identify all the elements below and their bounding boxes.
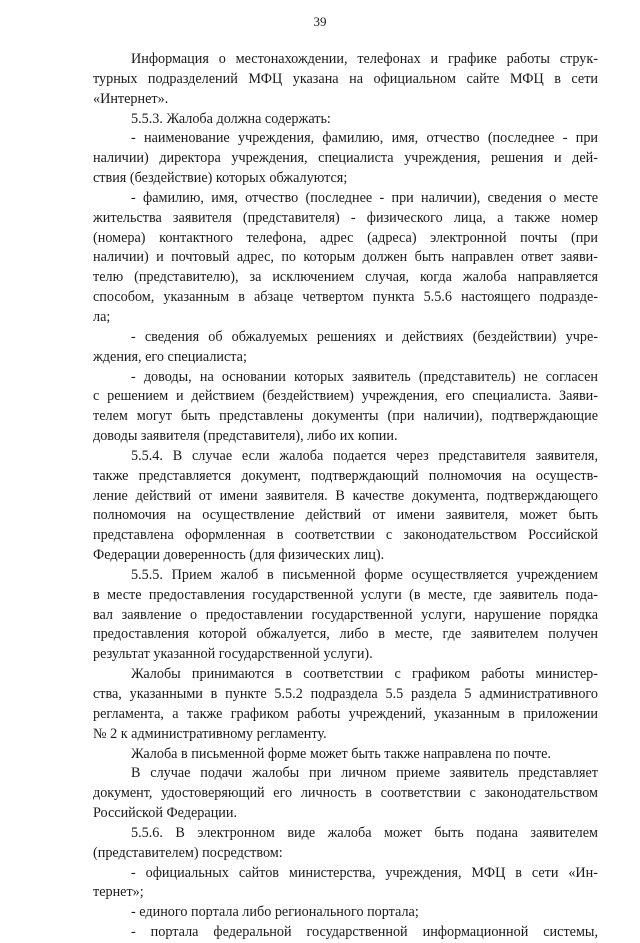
text-line: 5.5.5. Прием жалоб в письменной форме осуществляется учреждением [131, 566, 598, 583]
text-line: телю (представителю), за исключением случая, когда жалоба направляется [93, 269, 598, 286]
text-line: телем могут быть представлены документы (при наличии), подтверждающие [93, 408, 598, 425]
text-line: № 2 к административному регламенту. [93, 725, 327, 742]
text-line: жительства заявителя (представителя) - физического лица, а также номер [93, 209, 598, 226]
text-line: в месте предоставления государственной услуги (в месте, где заявитель пода- [93, 586, 598, 603]
text-line: наличии) директора учреждения, специалиста учреждения, решения и дей- [93, 150, 598, 167]
text-line: - сведения об обжалуемых решениях и действиях (бездействии) учре- [131, 328, 598, 345]
text-line: Жалобы принимаются в соответствии с графиком работы министер- [131, 666, 598, 683]
text-line: Жалоба в письменной форме может быть также направлена по почте. [131, 745, 552, 762]
text-line: турных подразделений МФЦ указана на официальном сайте МФЦ в сети [93, 70, 598, 87]
text-line: ждения, его специалиста; [93, 348, 247, 365]
text-line: - фамилию, имя, отчество (последнее - при наличии), сведения о месте [131, 189, 598, 206]
text-line: - официальных сайтов министерства, учреждения, МФЦ в сети «Ин- [131, 864, 598, 881]
text-line: ла; [93, 308, 111, 325]
text-line: - единого портала либо регионального портала; [131, 904, 419, 921]
text-line: тернет»; [93, 884, 144, 901]
text-line: 5.5.3. Жалоба должна содержать: [131, 110, 331, 127]
text-line: способом, указанным в абзаце четвертом пункта 5.5.6 настоящего подразде- [93, 289, 598, 306]
text-line: ление действий от имени заявителя. В качестве документа, подтверждающего [93, 487, 598, 504]
text-line: доводы заявителя (представителя), либо их копии. [93, 428, 398, 445]
text-line: 5.5.4. В случае если жалоба подается через представителя заявителя, [131, 447, 598, 464]
document-body [93, 50, 598, 943]
text-line: предоставления которой обжалуется, либо в месте, где заявителем получен [93, 626, 598, 643]
text-line: - наименование учреждения, фамилию, имя, отчество (последнее - при [131, 130, 598, 147]
text-line: вал заявление о предоставлении государственной услуги, нарушение порядка [93, 606, 598, 623]
text-line: 5.5.6. В электронном виде жалоба может быть подана заявителем [131, 824, 598, 841]
text-line: - портала федеральной государственной информационной системы, [131, 924, 598, 941]
text-line: также представляется документ, подтверждающий полномочия на осуществ- [93, 467, 598, 484]
text-line: «Интернет». [93, 90, 169, 107]
text-line: результат указанной государственной услуги). [93, 646, 373, 663]
text-line: наличии) и почтовый адрес, по которым должен быть направлен ответ заяви- [93, 249, 598, 266]
text-line: с решением и действием (бездействием) учреждения, его специалиста. Заяви- [93, 388, 598, 405]
text-line: (номера) контактного телефона, адрес (адреса) электронной почты (при [93, 229, 598, 246]
text-line: документ, удостоверяющий его личность в соответствии с законодательством [93, 785, 598, 802]
text-line: Российской Федерации. [93, 805, 238, 822]
text-line: ства, указанными в пункте 5.5.2 подраздела 5.5 раздела 5 административного [93, 686, 598, 702]
text-line: регламента, а также графиком работы учреждений, указанным в приложении [93, 705, 598, 722]
text-line: ствия (бездействие) которых обжалуются; [93, 170, 348, 187]
text-line: В случае подачи жалобы при личном приеме заявитель представляет [131, 765, 598, 782]
text-line: Федерации доверенность (для физических лиц). [93, 547, 385, 564]
page-number: 39 [313, 14, 327, 29]
text-line: - доводы, на основании которых заявитель (представитель) не согласен [131, 368, 598, 385]
text-line: представлена оформленная в соответствии с законодательством Российской [93, 527, 598, 544]
text-line: (представителем) посредством: [93, 844, 283, 861]
text-line: Информация о местонахождении, телефонах и графике работы струк- [131, 51, 598, 67]
text-line: полномочия на осуществление действий от имени заявителя, может быть [93, 507, 598, 524]
